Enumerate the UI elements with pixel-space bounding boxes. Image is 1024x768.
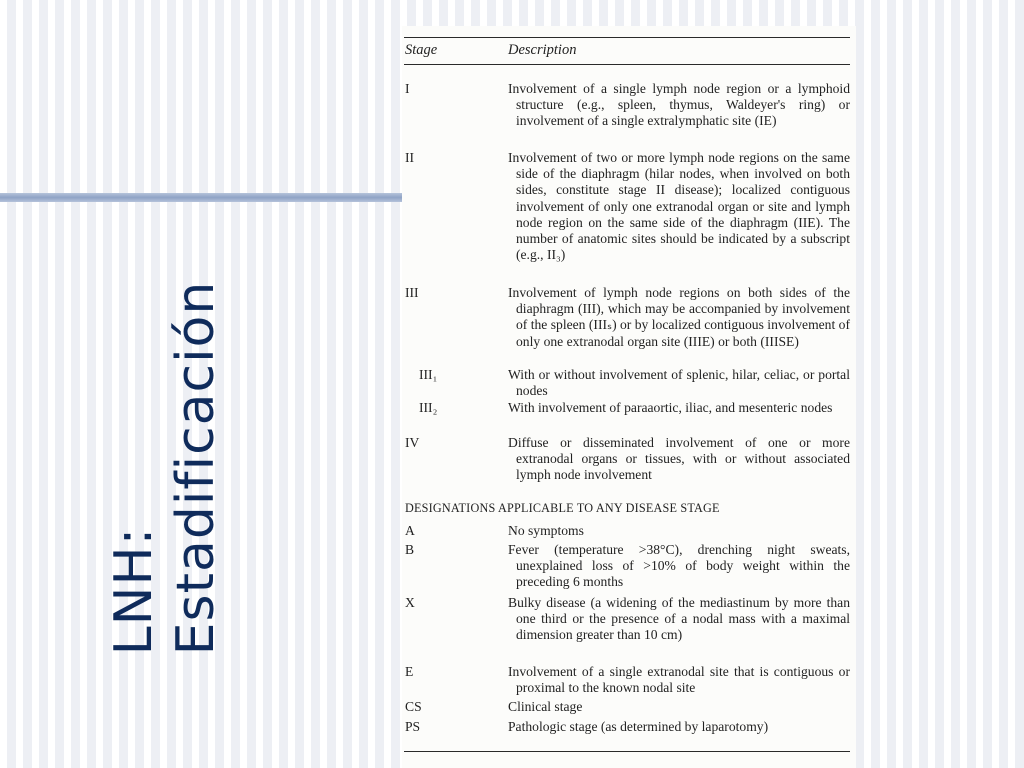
- stage-description: Diffuse or disseminated involvement of one or more extranodal organs or tissues, with or without associated lymph node involvement: [508, 435, 850, 483]
- table-header-rule: [404, 64, 850, 65]
- designation-description: Clinical stage: [508, 699, 583, 714]
- table-bottom-rule: [404, 751, 850, 752]
- stage-code: III: [405, 285, 419, 300]
- designations-heading: DESIGNATIONS APPLICABLE TO ANY DISEASE STAGE: [405, 501, 720, 515]
- table-top-rule: [404, 37, 850, 38]
- designation-description: No symptoms: [508, 523, 584, 538]
- designation-code: CS: [405, 699, 422, 714]
- designation-description: Pathologic stage (as determined by laparotomy): [508, 719, 769, 734]
- staging-table: [402, 26, 856, 768]
- designation-code: PS: [405, 719, 421, 734]
- designation-code: E: [405, 664, 414, 679]
- stage-description: Involvement of two or more lymph node regions on the same side of the diaphragm (hilar nodes, when involved on both sides, constitute stage II disease); localized contiguous involvement of only one extranodal organ or site and lymph node region on the same side of the diaphragm (IIE). The number of anatomic sites should be indicated by a subscript (e.g., II₃): [508, 150, 850, 263]
- stage-code: III₁: [419, 367, 438, 382]
- designation-code: X: [405, 595, 415, 610]
- designation-description: Involvement of a single extranodal site that is contiguous or proximal to the known nodal site: [508, 664, 850, 696]
- slide-title: [0, 0, 330, 768]
- stage-description: Involvement of lymph node regions on both sides of the diaphragm (III), which may be accompanied by involvement of the spleen (IIIₛ) or by localized contiguous involvement of only one extranodal organ site (IIIE) or both (IIISE): [508, 285, 850, 349]
- designation-description: Bulky disease (a widening of the mediastinum by more than one third or the presence of a nodal mass with a maximal dimension greater than 10 cm): [508, 595, 850, 643]
- stage-code: IV: [405, 435, 420, 450]
- stage-description: With involvement of paraaortic, iliac, and mesenteric nodes: [508, 400, 833, 415]
- designation-description: Fever (temperature >38°C), drenching night sweats, unexplained loss of >10% of body weight within the preceding 6 months: [508, 542, 850, 590]
- stage-description: Involvement of a single lymph node region or a lymphoid structure (e.g., spleen, thymus, Waldeyer's ring) or involvement of a single extralymphatic site (IE): [508, 81, 850, 129]
- header-stage: Stage: [405, 42, 438, 58]
- slide-title-line2: Estadificación: [166, 280, 226, 656]
- stage-code: II: [405, 150, 415, 165]
- stage-code: III₂: [419, 400, 438, 415]
- stage-code: I: [405, 81, 410, 96]
- stage-description: With or without involvement of splenic, hilar, celiac, or portal nodes: [508, 367, 850, 399]
- slide-title-text: [103, 281, 227, 656]
- designation-code: B: [405, 542, 415, 557]
- header-description: Description: [508, 42, 577, 58]
- slide-title-line1: LNH:: [104, 526, 164, 656]
- designation-code: A: [405, 523, 415, 538]
